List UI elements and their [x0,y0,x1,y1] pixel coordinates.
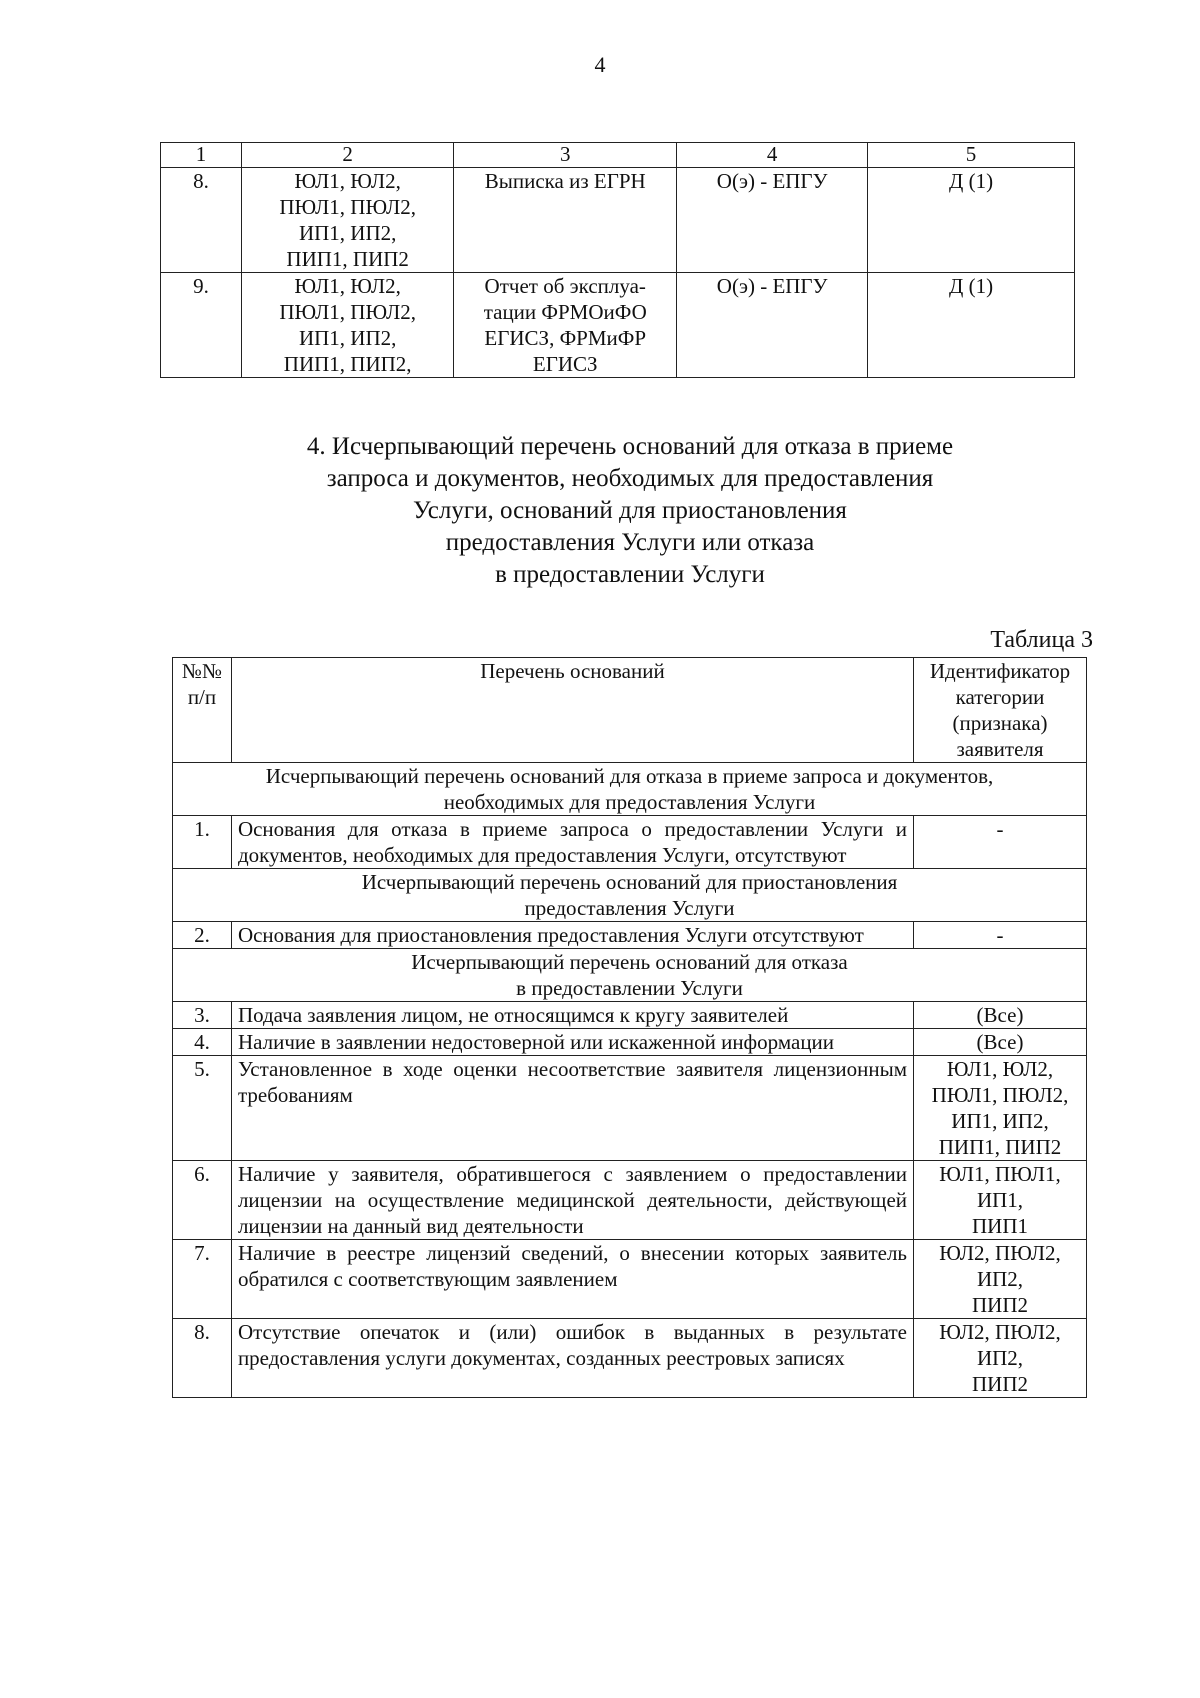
document-line: Выписка из ЕГРН [484,169,646,193]
applicant-identifier [914,922,1087,949]
column-header: 1 [161,143,242,168]
table-row [173,1240,1087,1319]
document-line: Отчет об эксплуа- [484,274,646,298]
identifier-line: ИП1, [976,1188,1024,1212]
row-number: 8. [161,168,242,273]
basis-text: Подача заявления лицом, не относящимся к кругу заявителей [231,1002,913,1029]
row-number: 5. [173,1056,232,1161]
document-line: ЕГИСЗ, ФРМиФР [484,326,647,350]
table-row [161,273,1075,378]
group-title-line: необходимых для предоставления Услуги [443,790,816,814]
identifier-line: ПЮЛ1, ПЮЛ2, [931,1083,1069,1107]
document-line: тации ФРМОиФО [483,300,647,324]
group-title [173,949,1087,1002]
group-title-line: Исчерпывающий перечень оснований для отказа в приеме запроса и документов, [265,764,994,788]
page-number: 4 [594,52,606,77]
category-line: ИП1, ИП2, [298,221,397,245]
table-caption: Таблица 3 [990,627,1093,653]
applicant-identifier [914,816,1087,869]
basis-text: Установленное в ходе оценки несоответствие заявителя лицензионным требованиям [231,1056,913,1161]
document-name [454,168,677,273]
category-line: ПЮЛ1, ПЮЛ2, [279,300,416,324]
identifier-line: (Все) [976,1003,1024,1027]
document-source: О(э) - ЕПГУ [677,168,868,273]
row-number: 6. [173,1161,232,1240]
group-title-row [173,869,1087,922]
heading-line: в предоставлении Услуги [495,561,765,588]
table-header-row [173,658,1087,763]
group-title-row [173,949,1087,1002]
header-line: п/п [187,685,217,709]
basis-text: Основания для приостановления предоставления Услуги отсутствуют [231,922,913,949]
applicant-identifier [914,1240,1087,1319]
table-row [173,1161,1087,1240]
identifier-line: - [996,923,1004,947]
category-line: ПИП1, ПИП2, [283,352,412,376]
group-title [173,763,1087,816]
document-source: О(э) - ЕПГУ [677,273,868,378]
basis-text: Наличие в реестре лицензий сведений, о внесении которых заявитель обратился с соответствующим заявлением [231,1240,913,1319]
document-flag: Д (1) [868,168,1075,273]
identifier-line: ПИП2 [972,1293,1028,1317]
group-title-row [173,763,1087,816]
group-title-line: предоставления Услуги [524,896,735,920]
heading-line: запроса и документов, необходимых для предоставления [326,465,934,492]
identifier-line: ИП2, [976,1346,1024,1370]
table-row [173,1029,1087,1056]
table-row [173,816,1087,869]
heading-line: предоставления Услуги или отказа [445,529,815,556]
identifier-line: - [996,817,1004,841]
applicant-identifier [914,1161,1087,1240]
identifier-line: ИП2, [976,1267,1024,1291]
header-line: (признака) [952,711,1048,735]
applicant-documents-table [160,142,1075,378]
category-line: ПЮЛ1, ПЮЛ2, [279,195,416,219]
category-line: ЮЛ1, ЮЛ2, [294,274,401,298]
row-number: 3. [173,1002,232,1029]
column-header-identifier [914,658,1087,763]
group-title-line: Исчерпывающий перечень оснований для отказа [411,950,848,974]
document-flag: Д (1) [868,273,1075,378]
basis-text: Отсутствие опечаток и (или) ошибок в выданных в результате предоставления услуги документах, созданных реестровых записях [231,1319,913,1398]
header-line: №№ [181,659,222,683]
refusal-grounds-table [172,657,1087,1398]
table-row [173,922,1087,949]
heading-line: 4. Исчерпывающий перечень оснований для отказа в приеме [306,433,954,460]
category-line: ПИП1, ПИП2 [286,247,409,271]
header-line: заявителя [956,737,1044,761]
header-line: Идентификатор [929,659,1071,683]
identifier-line: ЮЛ1, ПЮЛ1, [939,1162,1061,1186]
column-header: 3 [454,143,677,168]
header-line: категории [955,685,1045,709]
identifier-line: ПИП1 [972,1214,1028,1238]
row-number: 2. [173,922,232,949]
row-number: 1. [173,816,232,869]
heading-line: Услуги, оснований для приостановления [413,497,847,524]
category-line: ИП1, ИП2, [298,326,397,350]
column-header: 2 [242,143,454,168]
row-number: 9. [161,273,242,378]
identifier-line: ПИП2 [972,1372,1028,1396]
table-header-row [161,143,1075,168]
group-title-line: Исчерпывающий перечень оснований для приостановления [361,870,898,894]
identifier-line: ЮЛ2, ПЮЛ2, [939,1320,1061,1344]
category-line: ЮЛ1, ЮЛ2, [294,169,401,193]
document-line: ЕГИСЗ [532,352,598,376]
group-title [173,869,1087,922]
column-header-number [173,658,232,763]
section-heading [0,431,1200,591]
basis-text: Основания для отказа в приеме запроса о предоставлении Услуги и документов, необходимых для предоставления Услуги, отсутствуют [231,816,913,869]
basis-text: Наличие у заявителя, обратившегося с заявлением о предоставлении лицензии на осуществление медицинской деятельности, действующей лицензии на данный вид деятельности [231,1161,913,1240]
table-row [173,1056,1087,1161]
applicant-identifier [914,1056,1087,1161]
table-row [173,1319,1087,1398]
column-header-basis: Перечень оснований [231,658,913,763]
identifier-line: (Все) [976,1030,1024,1054]
table-row [173,1002,1087,1029]
applicant-categories [242,273,454,378]
applicant-categories [242,168,454,273]
column-header: 4 [677,143,868,168]
applicant-identifier [914,1029,1087,1056]
row-number: 4. [173,1029,232,1056]
table-row [161,168,1075,273]
column-header: 5 [868,143,1075,168]
applicant-identifier [914,1002,1087,1029]
identifier-line: ЮЛ1, ЮЛ2, [946,1057,1054,1081]
identifier-line: ИП1, ИП2, [951,1109,1049,1133]
group-title-line: в предоставлении Услуги [516,976,743,1000]
row-number: 7. [173,1240,232,1319]
document-name [454,273,677,378]
identifier-line: ЮЛ2, ПЮЛ2, [939,1241,1061,1265]
identifier-line: ПИП1, ПИП2 [938,1135,1062,1159]
row-number: 8. [173,1319,232,1398]
applicant-identifier [914,1319,1087,1398]
basis-text: Наличие в заявлении недостоверной или искаженной информации [231,1029,913,1056]
